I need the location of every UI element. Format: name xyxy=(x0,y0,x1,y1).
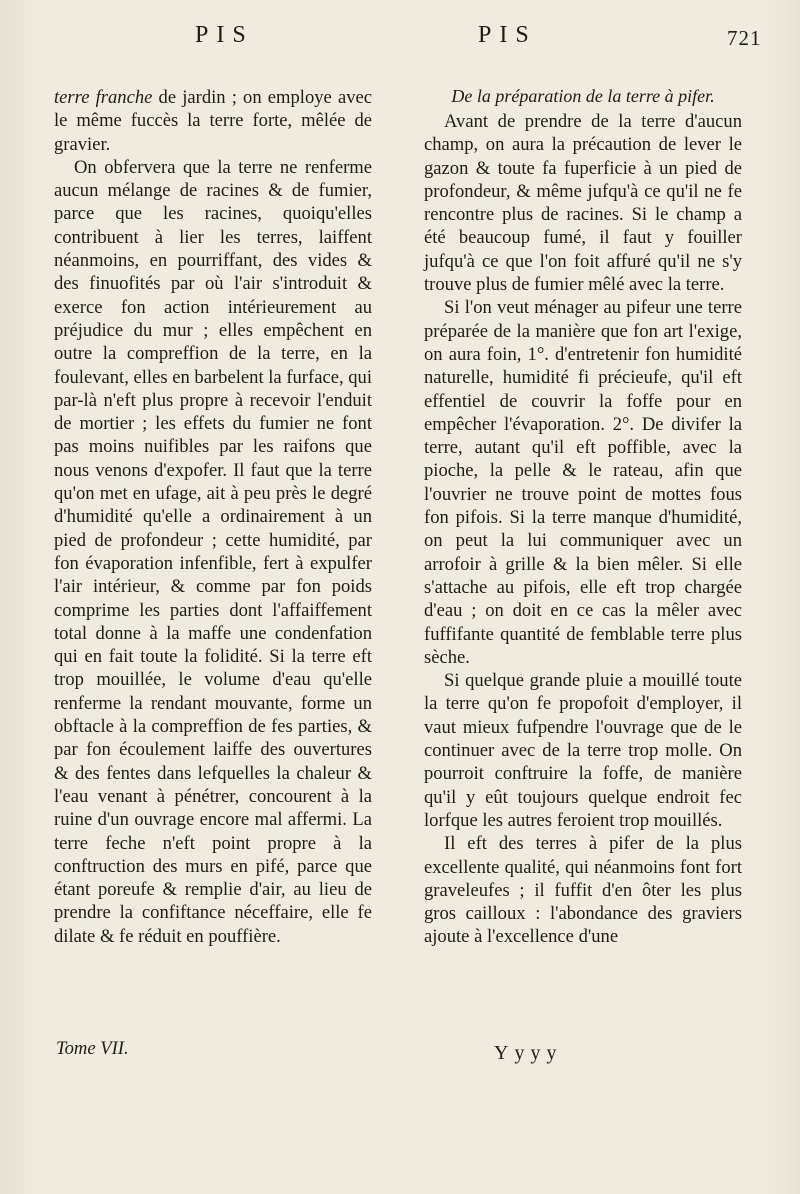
right-paragraph-3: Si quelque grande pluie a mouillé toute la terre qu'on fe propofoit d'employer, il vaut mieux fufpendre l'ouvrage que de le continuer avec de la terre trop molle. On pourroit conftruire la foffe, de manière qu'il y eût toujours quelque endroit fec lorfque les autres feroient trop mouillés. xyxy=(424,670,742,831)
right-paragraph-4: Il eft des terres à pifer de la plus excellente qualité, qui néanmoins font fort graveleufes ; il fuffit d'en ôter les plus gros cailloux : l'abondance des graviers ajoute à l'excellence d'une xyxy=(424,833,742,948)
running-head-right: PIS xyxy=(478,22,537,48)
left-paragraph-1-lead: terre franche xyxy=(54,87,153,108)
running-head-left: PIS xyxy=(195,22,254,48)
left-paragraph-2: On obfervera que la terre ne renferme aucun mélange de racines & de fumier, parce que les racines, quoiqu'elles contribuent à lier les terres, laiffent néanmoins, en pourriffant, des vides & des finuofités par où l'air s'introduit & exerce fon action intérieurement au préjudice du mur ; elles empêchent en outre la compreffion de la terre, en la foulevant, elles en barbelent la furface, qui par-là n'eft plus propre à recevoir l'enduit de mortier ; les effets du fumier ne font pas moins nuifibles par les raifons que nous venons d'expofer. Il faut que la terre qu'on met en ufage, ait à peu près le degré d'humidité qu'elle a ordinairement à un pied de profondeur ; cette humidité, par fon évaporation infenfible, fert à expulfer l'air intérieur, & comme par fon poids comprime les parties dont l'affaiffement total donne à la maffe une condenfation qui en fait toute la folidité. Si la terre eft trop mouillée, le volume d'eau qu'elle renferme la rendant mouvante, forme un obftacle à la compreffion de fes parties, & par fon écoulement laiffe des ouvertures & des fentes dans lefquelles la chaleur & l'eau venant à pénétrer, concourent à la ruine d'un ouvrage encore mal affermi. La terre feche n'eft point propre à la conftruction des murs en pifé, parce que étant poreufe & remplie d'air, au lieu de prendre la confiftance néceffaire, elle fe dilate & fe réduit en pouffière. xyxy=(54,156,373,947)
left-paragraph-1 xyxy=(54,86,372,156)
right-paragraph-1: Avant de prendre de la terre d'aucun champ, on aura la précaution de lever le gazon & toute fa fuperficie à un pied de profondeur, & même jufqu'à ce qu'il ne fe rencontre plus de racines. Si le champ a été beaucoup fumé, il faut y fouiller jufqu'à ce que l'on foit affuré qu'il ne s'y trouve plus de fumier mêlé avec la terre. xyxy=(424,111,742,296)
right-column xyxy=(424,110,742,949)
page-number: 721 xyxy=(727,26,762,50)
section-heading: De la préparation de la terre à pifer. xyxy=(451,86,715,106)
left-paragraph-1-rest: de jardin ; on employe avec le même fuccès la terre forte, mêlée de gravier. xyxy=(54,87,373,155)
volume-label: Tome VII. xyxy=(56,1038,129,1059)
signature-mark: Yyyy xyxy=(494,1042,563,1064)
right-paragraph-2: Si l'on veut ménager au pifeur une terre préparée de la manière que fon art l'exige, on aura foin, 1°. d'entretenir fon humidité naturelle, humidité fi précieufe, qu'il eft effentiel de couvrir la foffe pour en empêcher l'évaporation. 2°. De divifer la terre, autant qu'il eft poffible, avec la pioche, la pelle & le rateau, afin que l'ouvrier ne trouve point de mottes fous fon pifois. Si la terre manque d'humidité, on peut la lui communiquer avec un arrofoir à grille & la bien mêler. Si elle s'attache au pifois, elle eft trop chargée d'eau ; on doit en ce cas la mêler avec fuffifante quantité de femblable terre plus sèche. xyxy=(424,297,742,668)
left-column xyxy=(54,86,372,948)
